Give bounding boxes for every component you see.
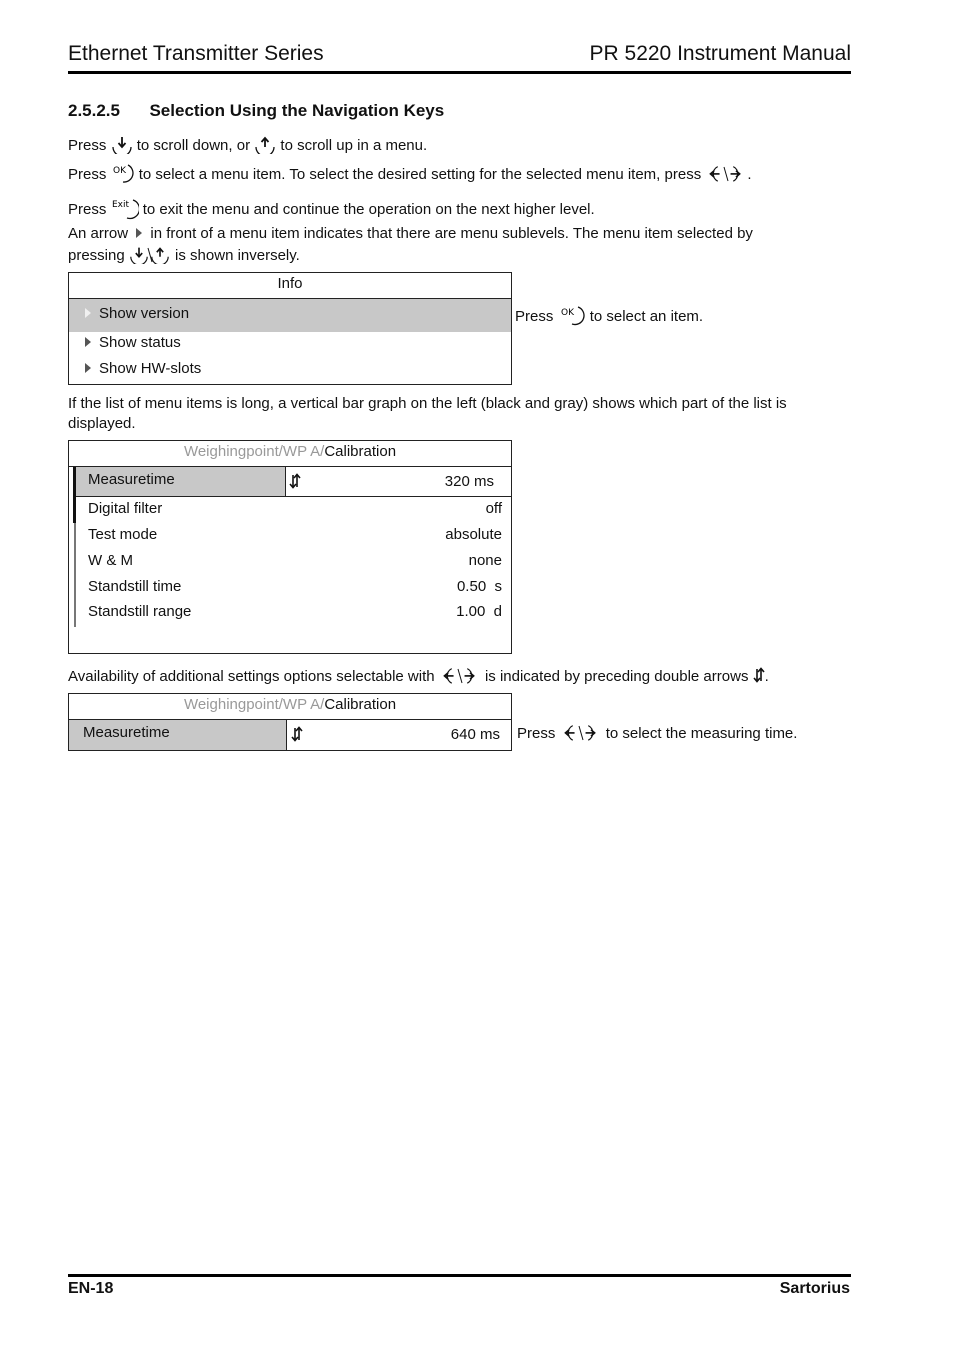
svg-text:Exit: Exit — [111, 200, 129, 210]
text: to select the measuring time. — [605, 724, 798, 742]
text: is shown inversely. — [175, 247, 300, 264]
text: Press — [68, 137, 107, 154]
exit-key-icon — [111, 196, 139, 220]
text: to select an item. — [589, 307, 704, 325]
calibration-menu-value: off — [485, 500, 502, 517]
calibration-menu — [68, 440, 512, 654]
info-menu-title: Info — [277, 275, 303, 292]
submenu-arrow-icon — [136, 228, 142, 238]
paragraph-scroll — [68, 135, 853, 157]
measuretime-menu-note — [517, 724, 797, 744]
text: Press — [68, 166, 107, 183]
breadcrumb-current: Calibration — [324, 696, 397, 713]
calibration-menu-value: 0.50 s — [456, 578, 502, 595]
svg-text:OK: OK — [112, 166, 126, 177]
paragraph-exit — [68, 198, 853, 222]
text: Press — [68, 200, 107, 218]
menu-item-label: Show HW-slots — [99, 360, 202, 377]
ok-key-icon — [111, 162, 135, 184]
ok-key-icon — [558, 304, 586, 326]
submenu-arrow-icon — [85, 308, 91, 318]
text: An arrow — [68, 225, 129, 242]
paragraph-select — [68, 164, 853, 186]
divider — [285, 467, 286, 497]
header-right-title: PR 5220 Instrument Manual — [589, 42, 851, 65]
calibration-menu-breadcrumb — [69, 443, 511, 460]
double-arrow-icon — [291, 725, 303, 748]
footer-rule — [68, 1274, 851, 1277]
calibration-menu-item-standstill-range[interactable]: Standstill range — [88, 603, 192, 620]
measuretime-menu-value: 640 ms — [450, 726, 500, 743]
text: Press — [517, 724, 556, 742]
scroll-bar-track — [74, 523, 76, 627]
text: to exit the menu and continue the operation on the next higher level. — [142, 200, 595, 218]
submenu-arrow-icon — [85, 337, 91, 347]
footer-page-number: EN-18 — [68, 1280, 114, 1297]
text: . — [747, 166, 752, 183]
header-rule — [68, 71, 851, 74]
info-menu-item-show-hw-slots[interactable] — [85, 360, 201, 377]
text: . — [764, 668, 769, 685]
section-number: 2.5.2.5 — [68, 101, 120, 120]
calibration-menu-item-digital-filter[interactable]: Digital filter — [88, 500, 163, 517]
svg-text:OK: OK — [560, 308, 574, 318]
info-menu-item-show-version[interactable] — [85, 305, 189, 322]
measuretime-menu-item-label[interactable]: Measuretime — [83, 724, 170, 741]
scroll-down-key-icon — [111, 134, 133, 154]
breadcrumb-path: Weighingpoint/WP A/ — [183, 696, 325, 713]
calibration-menu-value: absolute — [445, 526, 502, 543]
measuretime-menu-breadcrumb — [69, 696, 511, 713]
paragraph-arrow — [68, 223, 853, 267]
calibration-menu-item-measuretime[interactable]: Measuretime — [88, 471, 175, 488]
submenu-arrow-icon — [85, 363, 91, 373]
section-heading — [68, 101, 444, 121]
breadcrumb-current: Calibration — [324, 443, 397, 460]
calibration-menu-value: none — [468, 552, 502, 569]
text: is indicated by preceding double arrows — [484, 668, 749, 685]
breadcrumb-path: Weighingpoint/WP A/ — [183, 443, 325, 460]
down-up-key-icon — [129, 244, 171, 264]
text: Availability of additional settings options selectable with — [68, 668, 435, 685]
text: to scroll down, or — [136, 137, 251, 154]
calibration-menu-value-measuretime: 320 ms — [444, 473, 494, 490]
divider — [76, 496, 511, 497]
measuretime-menu — [68, 693, 512, 751]
paragraph-availability — [68, 666, 853, 688]
double-arrow-icon — [289, 472, 301, 495]
section-title: Selection Using the Navigation Keys — [149, 101, 445, 120]
double-arrow-icon — [753, 666, 765, 684]
info-menu — [68, 272, 512, 385]
calibration-menu-value: 1.00 d — [456, 603, 502, 620]
calibration-menu-item-w-and-m[interactable]: W & M — [88, 552, 133, 569]
left-right-key-icon — [560, 722, 602, 742]
footer-brand: Sartorius — [779, 1280, 850, 1297]
menu-item-label: Show version — [99, 305, 190, 322]
text: in front of a menu item indicates that there are menu sublevels. The menu item selected by — [150, 225, 753, 242]
info-menu-item-show-status[interactable] — [85, 334, 181, 351]
text: to scroll up in a menu. — [280, 137, 428, 154]
calibration-menu-item-standstill-time[interactable]: Standstill time — [88, 578, 182, 595]
menu-item-label: Show status — [99, 334, 181, 351]
info-menu-note — [515, 306, 703, 328]
calibration-menu-item-test-mode[interactable]: Test mode — [88, 526, 158, 543]
scroll-up-key-icon — [254, 134, 276, 154]
paragraph-scrollbar: If the list of menu items is long, a vertical bar graph on the left (black and gray) shows which part of the list is displayed. — [68, 395, 787, 432]
header-left-title: Ethernet Transmitter Series — [68, 42, 324, 65]
divider — [286, 720, 287, 750]
text: Press — [515, 307, 554, 325]
text: pressing — [68, 247, 125, 264]
left-right-key-icon — [705, 163, 747, 183]
left-right-key-icon — [439, 665, 481, 685]
text: to select a menu item. To select the desired setting for the selected menu item, press — [138, 166, 702, 183]
